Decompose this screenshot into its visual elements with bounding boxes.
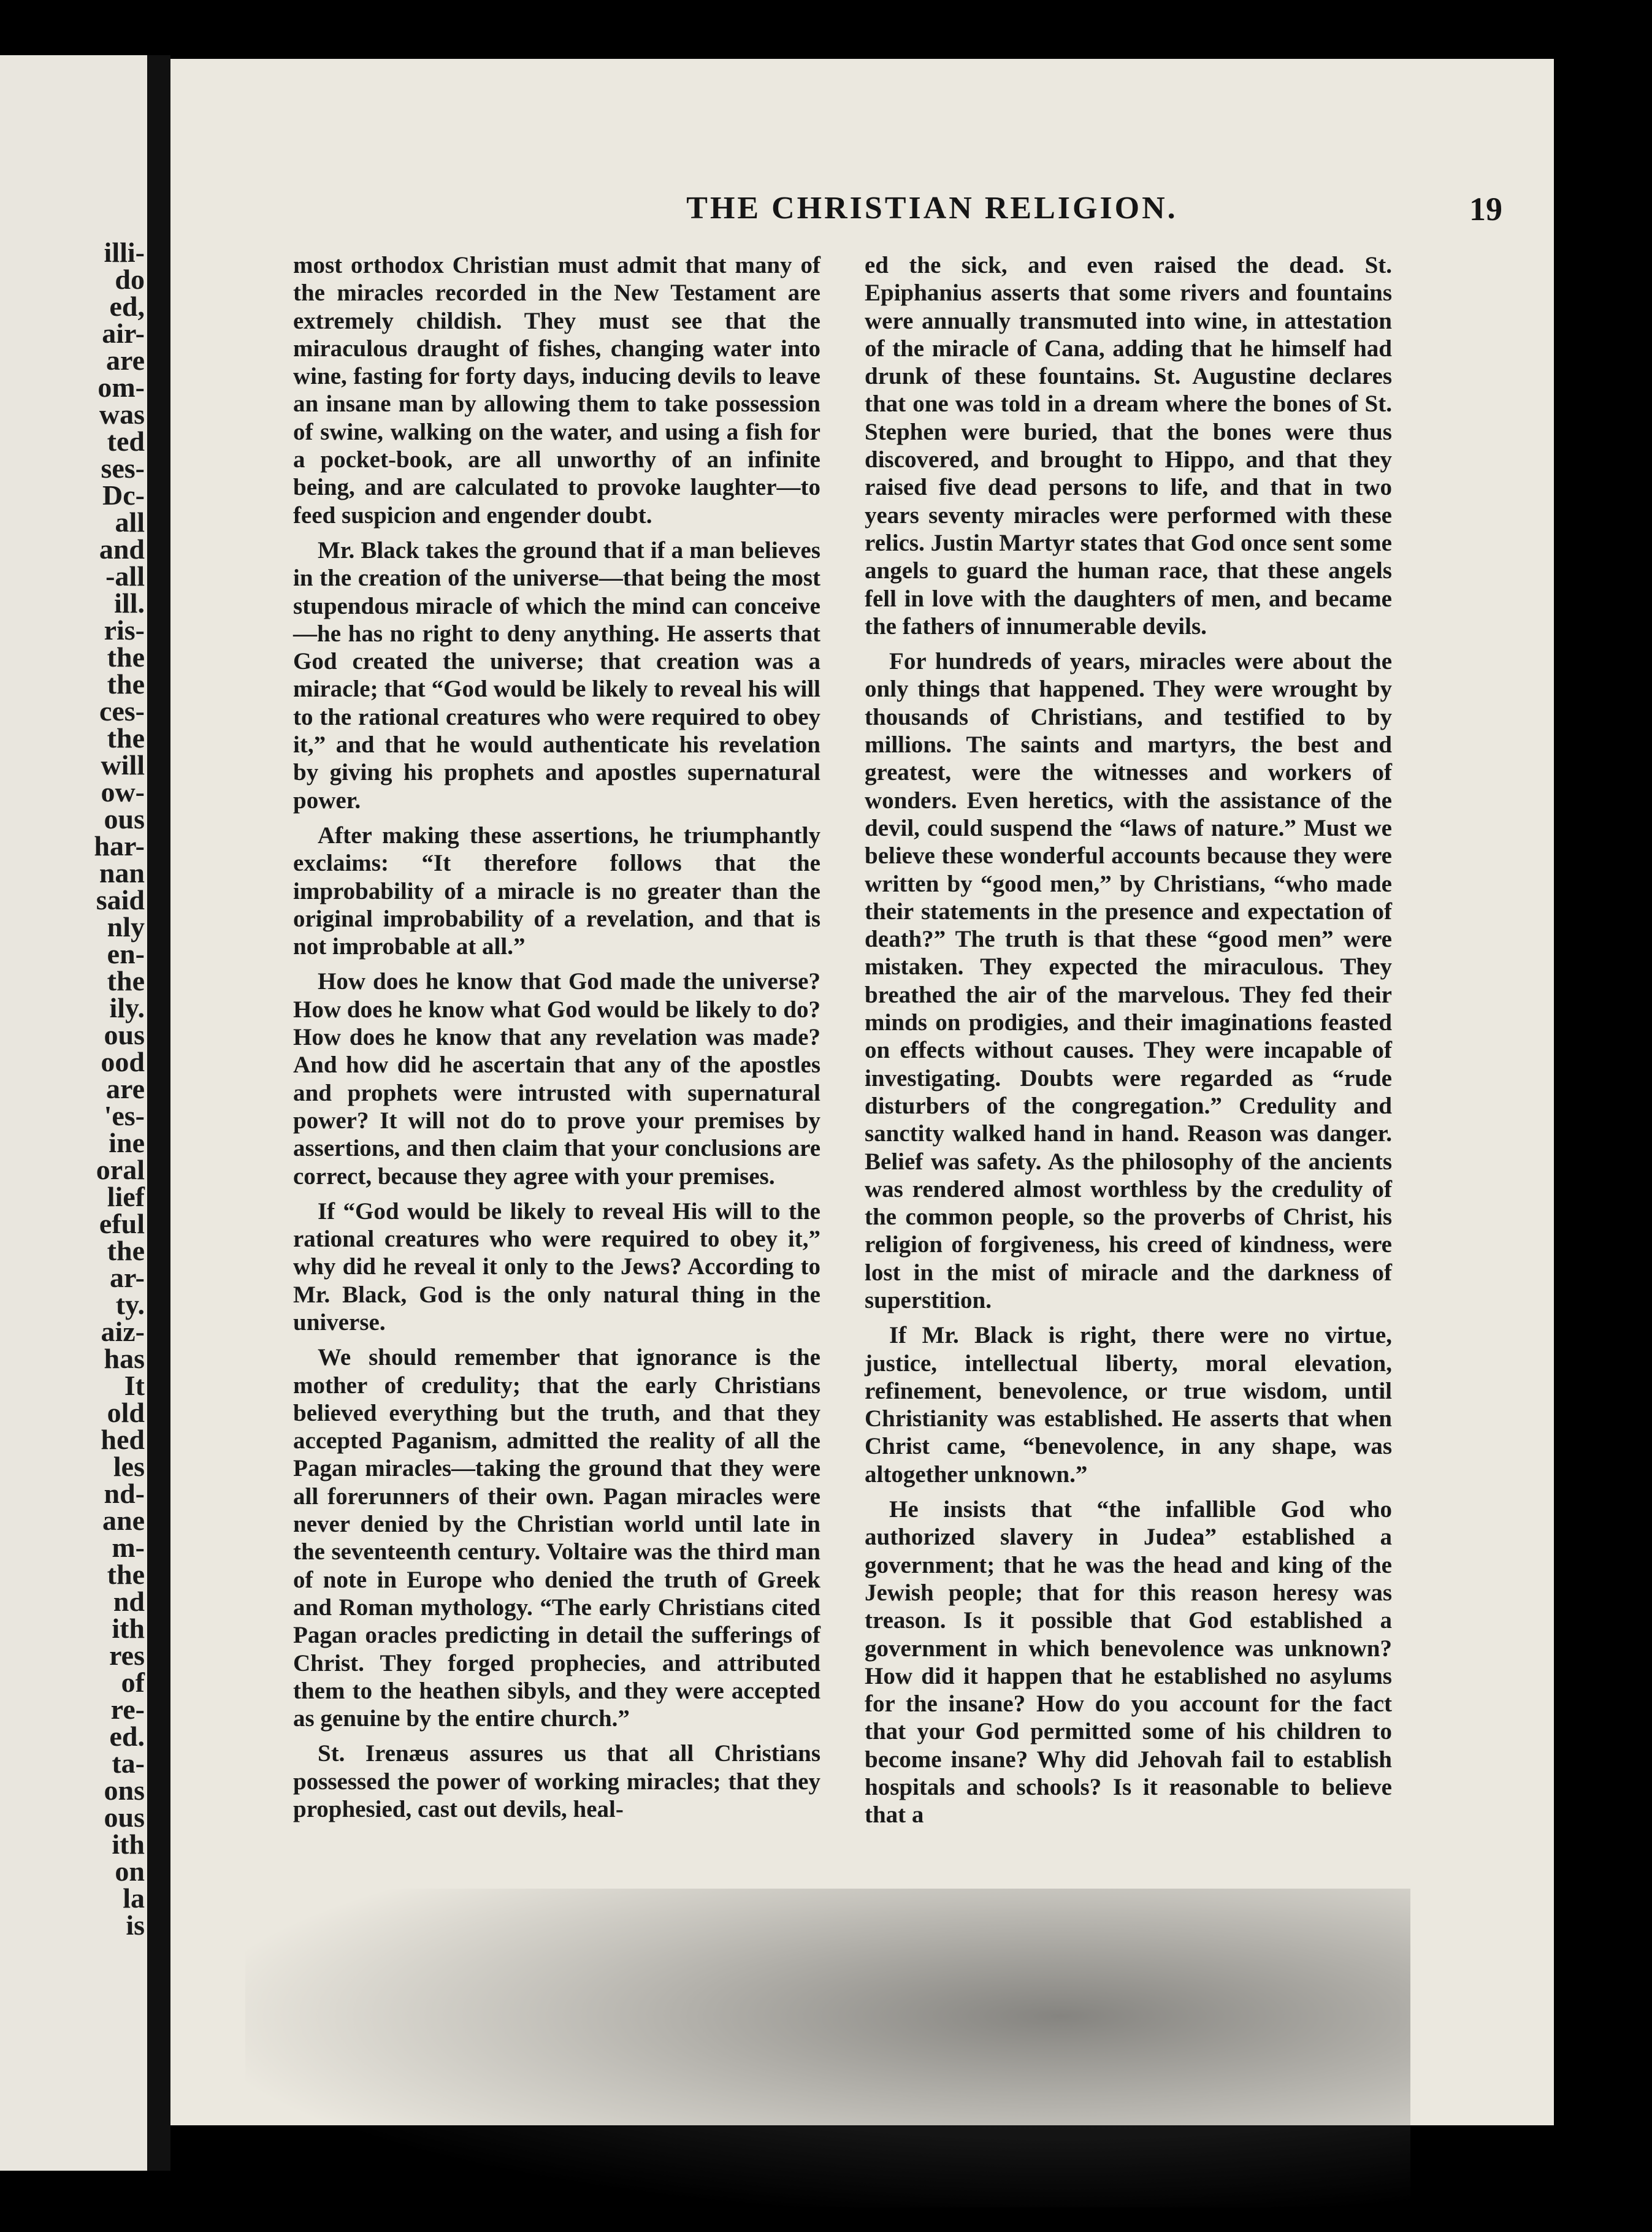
facing-page-fragment: ris- [104, 614, 145, 646]
facing-page-fragment: old [107, 1397, 145, 1428]
paragraph: He insists that “the infallible God who authorized slavery in Judea” established a government; that he was the head and king of the Jewish people; that for this reason heresy was treason. Is it possible that God established a government in which benevolence was unknown? How did it happen that he established no asylums for the insane? How do you account for the fact that your God permitted some of his children to become insane? Why did Jehovah fail to establish hospitals and schools? Is it reasonable to believe that a [865, 1496, 1392, 1829]
facing-page-fragment: ous [104, 1802, 145, 1833]
facing-page-fragment: the [107, 668, 145, 700]
page-number: 19 [1469, 191, 1502, 227]
facing-page-fragment: are [105, 345, 145, 376]
facing-page-fragment: are [105, 1073, 145, 1104]
paragraph: Mr. Black takes the ground that if a man believes in the creation of the universe—that being the most stupendous miracle of which the mind can conceive—he has no right to deny anything. He asserts that God created the universe; that creation was a miracle; that “God would be likely to reveal his will to the rational creatures who were required to obey it,” and that he would authenticate his revelation by giving his prophets and apostles supernatural power. [293, 537, 820, 814]
facing-page-fragment: the [107, 641, 145, 673]
facing-page-fragment: nly [107, 911, 145, 942]
facing-page-fragment: lief [107, 1181, 145, 1212]
paragraph: After making these assertions, he triumphantly exclaims: “It therefore follows that the improbability of a miracle is no greater than the original improbability of a revelation, and that is not improbable at all.” [293, 822, 820, 960]
paragraph: most orthodox Christian must admit that many of the miracles recorded in the New Testament are extremely childish. They must see that the miraculous draught of fishes, changing water into wine, fasting for forty days, inducing devils to leave an insane man by allowing them to take possession of swine, walking on the water, and using a fish for a pocket-book, are all unworthy of an infinite being, and are calculated to provoke laughter—to feed suspicion and engender doubt. [293, 252, 820, 529]
text-column-left [293, 251, 820, 1830]
facing-page-fragment: ous [104, 1019, 145, 1050]
paragraph: We should remember that ignorance is the mother of credulity; that the early Christians believed everything but the truth, and that they accepted Paganism, admitted the reality of all the Pagan miracles—taking the ground that they were all forerunners of their own. Pagan miracles were never denied by the Christian world until late in the seventeenth century. Voltaire was the third man of note in Europe who denied the truth of Greek and Roman mythology. “The early Christians cited Pagan oracles predicting in detail the sufferings of Christ. They forged prophecies, and attributed them to the heathen sibyls, and they were accepted as genuine by the entire church.” [293, 1344, 820, 1732]
facing-page-fragment: ar- [109, 1262, 145, 1293]
facing-page-fragment: on [115, 1856, 145, 1887]
facing-page-fragment: the [107, 1559, 145, 1590]
facing-page-edge [0, 55, 147, 2171]
facing-page-fragment: aiz- [101, 1316, 145, 1347]
facing-page-fragment: ces- [99, 695, 145, 727]
facing-page-fragment: les [113, 1451, 145, 1482]
text-column-right [865, 251, 1392, 1836]
facing-page-fragment: is [126, 1909, 145, 1941]
running-head [423, 190, 1502, 233]
facing-page-fragment: has [104, 1343, 145, 1374]
facing-page-fragment: en- [107, 938, 145, 969]
facing-page-fragment: the [107, 965, 145, 996]
facing-page-fragment: ons [104, 1775, 145, 1806]
paragraph: If “God would be likely to reveal His will to the rational creatures who were required to obey it,” why did he reveal it only to the Jews? According to Mr. Black, God is the only natural thing in the universe. [293, 1198, 820, 1336]
facing-page-fragment: res [109, 1640, 145, 1671]
facing-page-fragment: ine [109, 1127, 145, 1158]
facing-page-fragment: nd [113, 1586, 145, 1617]
facing-page-fragment: nd- [104, 1478, 145, 1509]
facing-page-fragment: air- [102, 318, 145, 349]
facing-page-fragment: ith [112, 1829, 145, 1860]
facing-page-fragment: all [115, 506, 145, 538]
facing-page-fragment: Dc- [102, 480, 145, 511]
facing-page-fragment: oral [96, 1154, 145, 1185]
facing-page-fragment: ted [107, 426, 145, 457]
paragraph: ed the sick, and even raised the dead. St. Epiphanius asserts that some rivers and fountains were annually transmuted into wine, in attestation of the miracle of Cana, adding that he himself had drunk of these fountains. St. Augustine declares that one was told in a dream where the bones of St. Stephen were buried, that the bones were thus discovered, and brought to Hippo, and that they raised five dead persons to life, and that in two years seventy miracles were performed with these relics. Justin Martyr states that God once sent some angels to guard the human race, that these angels fell in love with the daughters of men, and became the fathers of innumerable devils. [865, 252, 1392, 640]
facing-page-fragment: of [121, 1667, 145, 1698]
facing-page-fragment: the [107, 1235, 145, 1266]
facing-page-fragment: ous [104, 803, 145, 835]
facing-page-fragment: ses- [101, 453, 145, 484]
facing-page-fragment: will [101, 749, 145, 781]
facing-page-fragment: hed [101, 1424, 145, 1455]
facing-page-fragment: was [99, 399, 145, 430]
paragraph: How does he know that God made the universe? How does he know what God would be likely to do? How does he know that any revelation was made? And how did he ascertain that any of the apostles and prophets were intrusted with supernatural power? It will not do to prove your premises by assertions, and then claim that your conclusions are correct, because they agree with your premises. [293, 968, 820, 1190]
facing-page-fragment: ill. [114, 587, 145, 619]
facing-page-fragment: eful [99, 1208, 145, 1239]
facing-page-fragment: ta- [112, 1748, 145, 1779]
running-head-title: THE CHRISTIAN RELIGION. [686, 191, 1178, 226]
facing-page-fragment: ty. [115, 1289, 145, 1320]
facing-page-fragment: the [107, 722, 145, 754]
facing-page-fragment: ane [102, 1505, 145, 1536]
facing-page-fragment: -all [105, 560, 145, 592]
paragraph: For hundreds of years, miracles were about the only things that happened. They were wrought by thousands of Christians, and testified to by millions. The saints and martyrs, the best and greatest, were the witnesses and workers of wonders. Even heretics, with the assistance of the devil, could suspend the “laws of nature.” Must we believe these wonderful accounts because they were written by “good men,” by Christians, “who made their statements in the presence and expectation of death?” The truth is that these “good men” were mistaken. They expected the miraculous. They breathed the air of the marvelous. They fed their minds on prodigies, and their imaginations feasted on effects without causes. They were incapable of investigating. Doubts were regarded as “rude disturbers of the congregation.” Credulity and sanctity walked hand in hand. Reason was danger. Belief was safety. As the philosophy of the ancients was rendered almost worthless by the credulity of the common people, so the proverbs of Christ, his religion of forgiveness, his creed of kindness, were lost in the mist of miracle and the darkness of superstition. [865, 648, 1392, 1313]
paragraph: St. Irenæus assures us that all Christians possessed the power of working miracles; that they prophesied, cast out devils, heal- [293, 1740, 820, 1823]
facing-page-fragment: nan [99, 857, 145, 889]
facing-page-fragment: do [115, 264, 145, 295]
facing-page-fragment: om- [98, 372, 145, 403]
facing-page-fragment: har- [94, 830, 145, 862]
paragraph: If Mr. Black is right, there were no virtue, justice, intellectual liberty, moral elevation, refinement, benevolence, or true wisdom, until Christianity was established. He asserts that when Christ came, “benevolence, in any shape, was altogether unknown.” [865, 1322, 1392, 1488]
facing-page-fragment: said [96, 884, 145, 915]
facing-page-fragment: re- [110, 1694, 145, 1725]
facing-page-fragment: ed. [109, 1721, 145, 1752]
facing-page-fragment: ow- [101, 776, 145, 808]
facing-page-fragment: m- [112, 1532, 145, 1563]
facing-page-fragment: ily. [109, 992, 145, 1023]
facing-page-fragment: It [124, 1370, 145, 1401]
facing-page-fragment: and [99, 533, 145, 565]
facing-page-fragment: ood [101, 1046, 145, 1077]
facing-page-line-endings [16, 239, 145, 1939]
facing-page-fragment: la [123, 1882, 145, 1914]
facing-page-fragment: ith [112, 1613, 145, 1644]
facing-page-fragment: ed, [109, 291, 145, 322]
book-gutter [147, 55, 170, 2171]
facing-page-fragment: 'es- [104, 1100, 145, 1131]
facing-page-fragment: illi- [104, 237, 145, 268]
